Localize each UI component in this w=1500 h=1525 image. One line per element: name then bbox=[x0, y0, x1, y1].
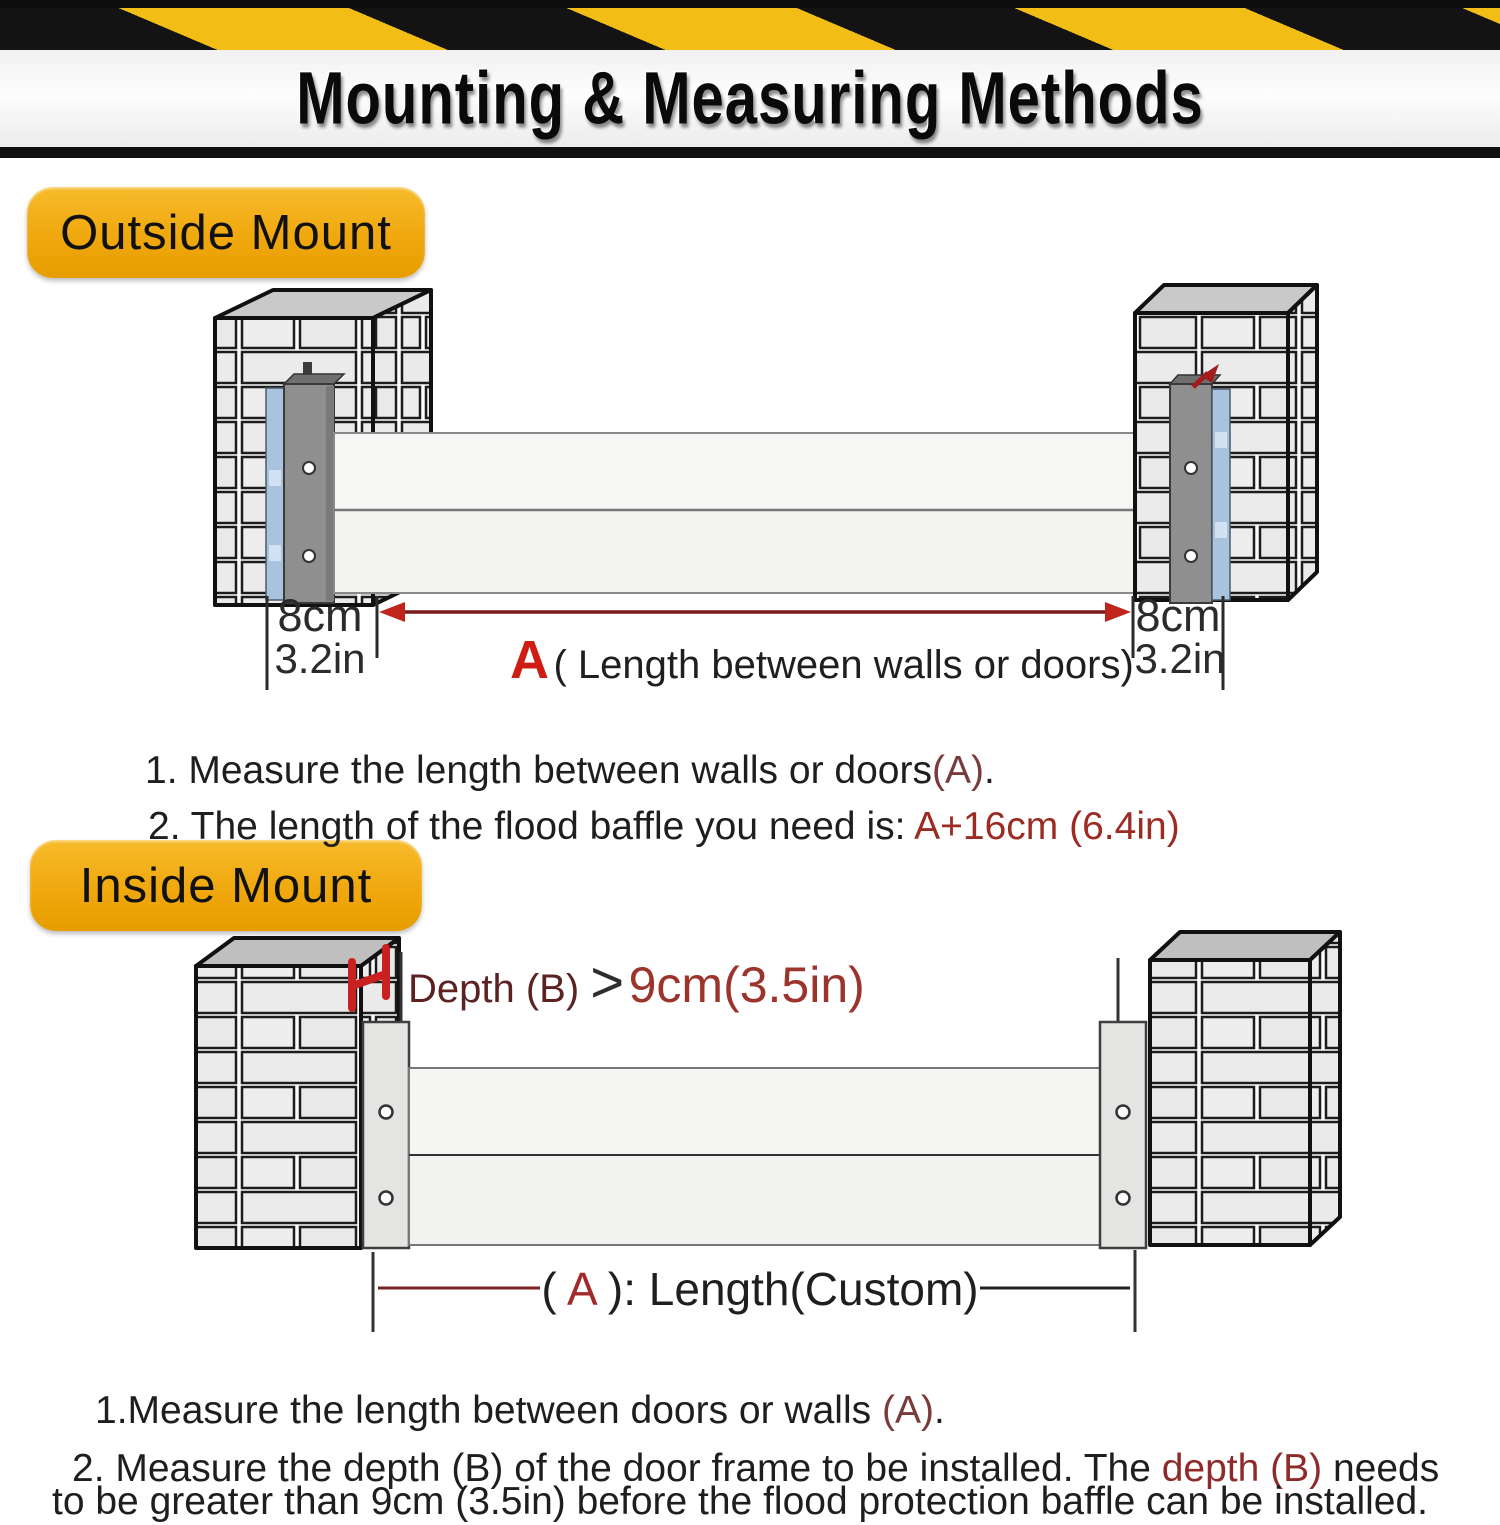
pillar-side-face bbox=[1310, 932, 1340, 1245]
inside-instruction-2-line1: 2. Measure the depth (B) of the door frame to be installed. The depth (B) needs bbox=[72, 1447, 1440, 1490]
gasket-highlight bbox=[1215, 432, 1227, 448]
right-offset-cm: 8cm bbox=[1135, 590, 1221, 641]
span-length-label: A ( Length between walls or doors) bbox=[510, 630, 1134, 690]
flood-barrier-panel bbox=[409, 1068, 1100, 1245]
right-channel-bracket bbox=[1170, 384, 1212, 603]
title-divider-bar bbox=[0, 147, 1500, 158]
length-label: ( A ): Length(Custom) bbox=[541, 1263, 979, 1315]
bracket-top-lip bbox=[284, 374, 344, 384]
inside-mount-label: Inside Mount bbox=[79, 858, 373, 913]
screw-hole bbox=[1117, 1192, 1130, 1205]
barrier-board-bottom bbox=[409, 1155, 1100, 1245]
screw-hole bbox=[1117, 1106, 1130, 1119]
arrowhead-right bbox=[1105, 602, 1131, 622]
screw-hole bbox=[1185, 462, 1197, 474]
bracket-shade bbox=[326, 386, 334, 601]
right-offset-in: 3.2in bbox=[1134, 635, 1226, 682]
inside-instruction-1: 1.Measure the length between doors or walls (A). bbox=[95, 1389, 945, 1432]
outside-instruction-2: 2. The length of the flood baffle you need is: A+16cm (6.4in) bbox=[148, 805, 1180, 848]
right-inside-bracket bbox=[1100, 1022, 1146, 1248]
screw-hole bbox=[380, 1192, 393, 1205]
hazard-tape-banner bbox=[0, 8, 1500, 50]
barrier-board-top bbox=[334, 433, 1173, 510]
left-offset-cm: 8cm bbox=[277, 590, 363, 641]
inside-mount-badge bbox=[30, 840, 422, 931]
outside-mount-badge bbox=[27, 187, 425, 278]
barrier-board-top bbox=[409, 1068, 1100, 1155]
gasket-highlight bbox=[269, 470, 281, 486]
pillar-front-face bbox=[196, 966, 361, 1248]
right-brick-pillar bbox=[1150, 932, 1340, 1245]
left-offset-in: 3.2in bbox=[274, 635, 366, 682]
outside-instruction-1: 1. Measure the length between walls or doors(A). bbox=[145, 749, 995, 792]
pillar-top-face bbox=[1150, 932, 1340, 960]
gasket-highlight bbox=[269, 545, 281, 561]
top-black-strip bbox=[0, 0, 1500, 8]
right-gasket-strip bbox=[1212, 389, 1230, 600]
page-title: Mounting & Measuring Methods bbox=[296, 56, 1204, 141]
left-inside-bracket bbox=[363, 1022, 409, 1248]
barrier-board-bottom bbox=[334, 510, 1173, 593]
outside-mount-label: Outside Mount bbox=[60, 205, 392, 260]
flood-barrier-panel bbox=[334, 433, 1173, 593]
screw-hole bbox=[380, 1106, 393, 1119]
gasket-highlight bbox=[1215, 522, 1227, 538]
depth-label: Depth (B) > 9cm(3.5in) bbox=[408, 950, 865, 1015]
left-gasket-strip bbox=[266, 388, 284, 600]
pillar-front-face bbox=[1150, 960, 1310, 1245]
screw-hole bbox=[303, 550, 315, 562]
arrowhead-left bbox=[379, 602, 405, 622]
screw-hole bbox=[1185, 550, 1197, 562]
screw-hole bbox=[303, 462, 315, 474]
inside-mount-diagram bbox=[0, 925, 1500, 1340]
outside-mount-diagram bbox=[0, 280, 1500, 705]
title-band bbox=[0, 50, 1500, 147]
span-letter-a: A bbox=[510, 630, 549, 690]
pillar-side-face bbox=[1288, 285, 1317, 600]
inside-instruction-2-line2: to be greater than 9cm (3.5in) before the flood protection baffle can be installed. bbox=[52, 1480, 1428, 1523]
